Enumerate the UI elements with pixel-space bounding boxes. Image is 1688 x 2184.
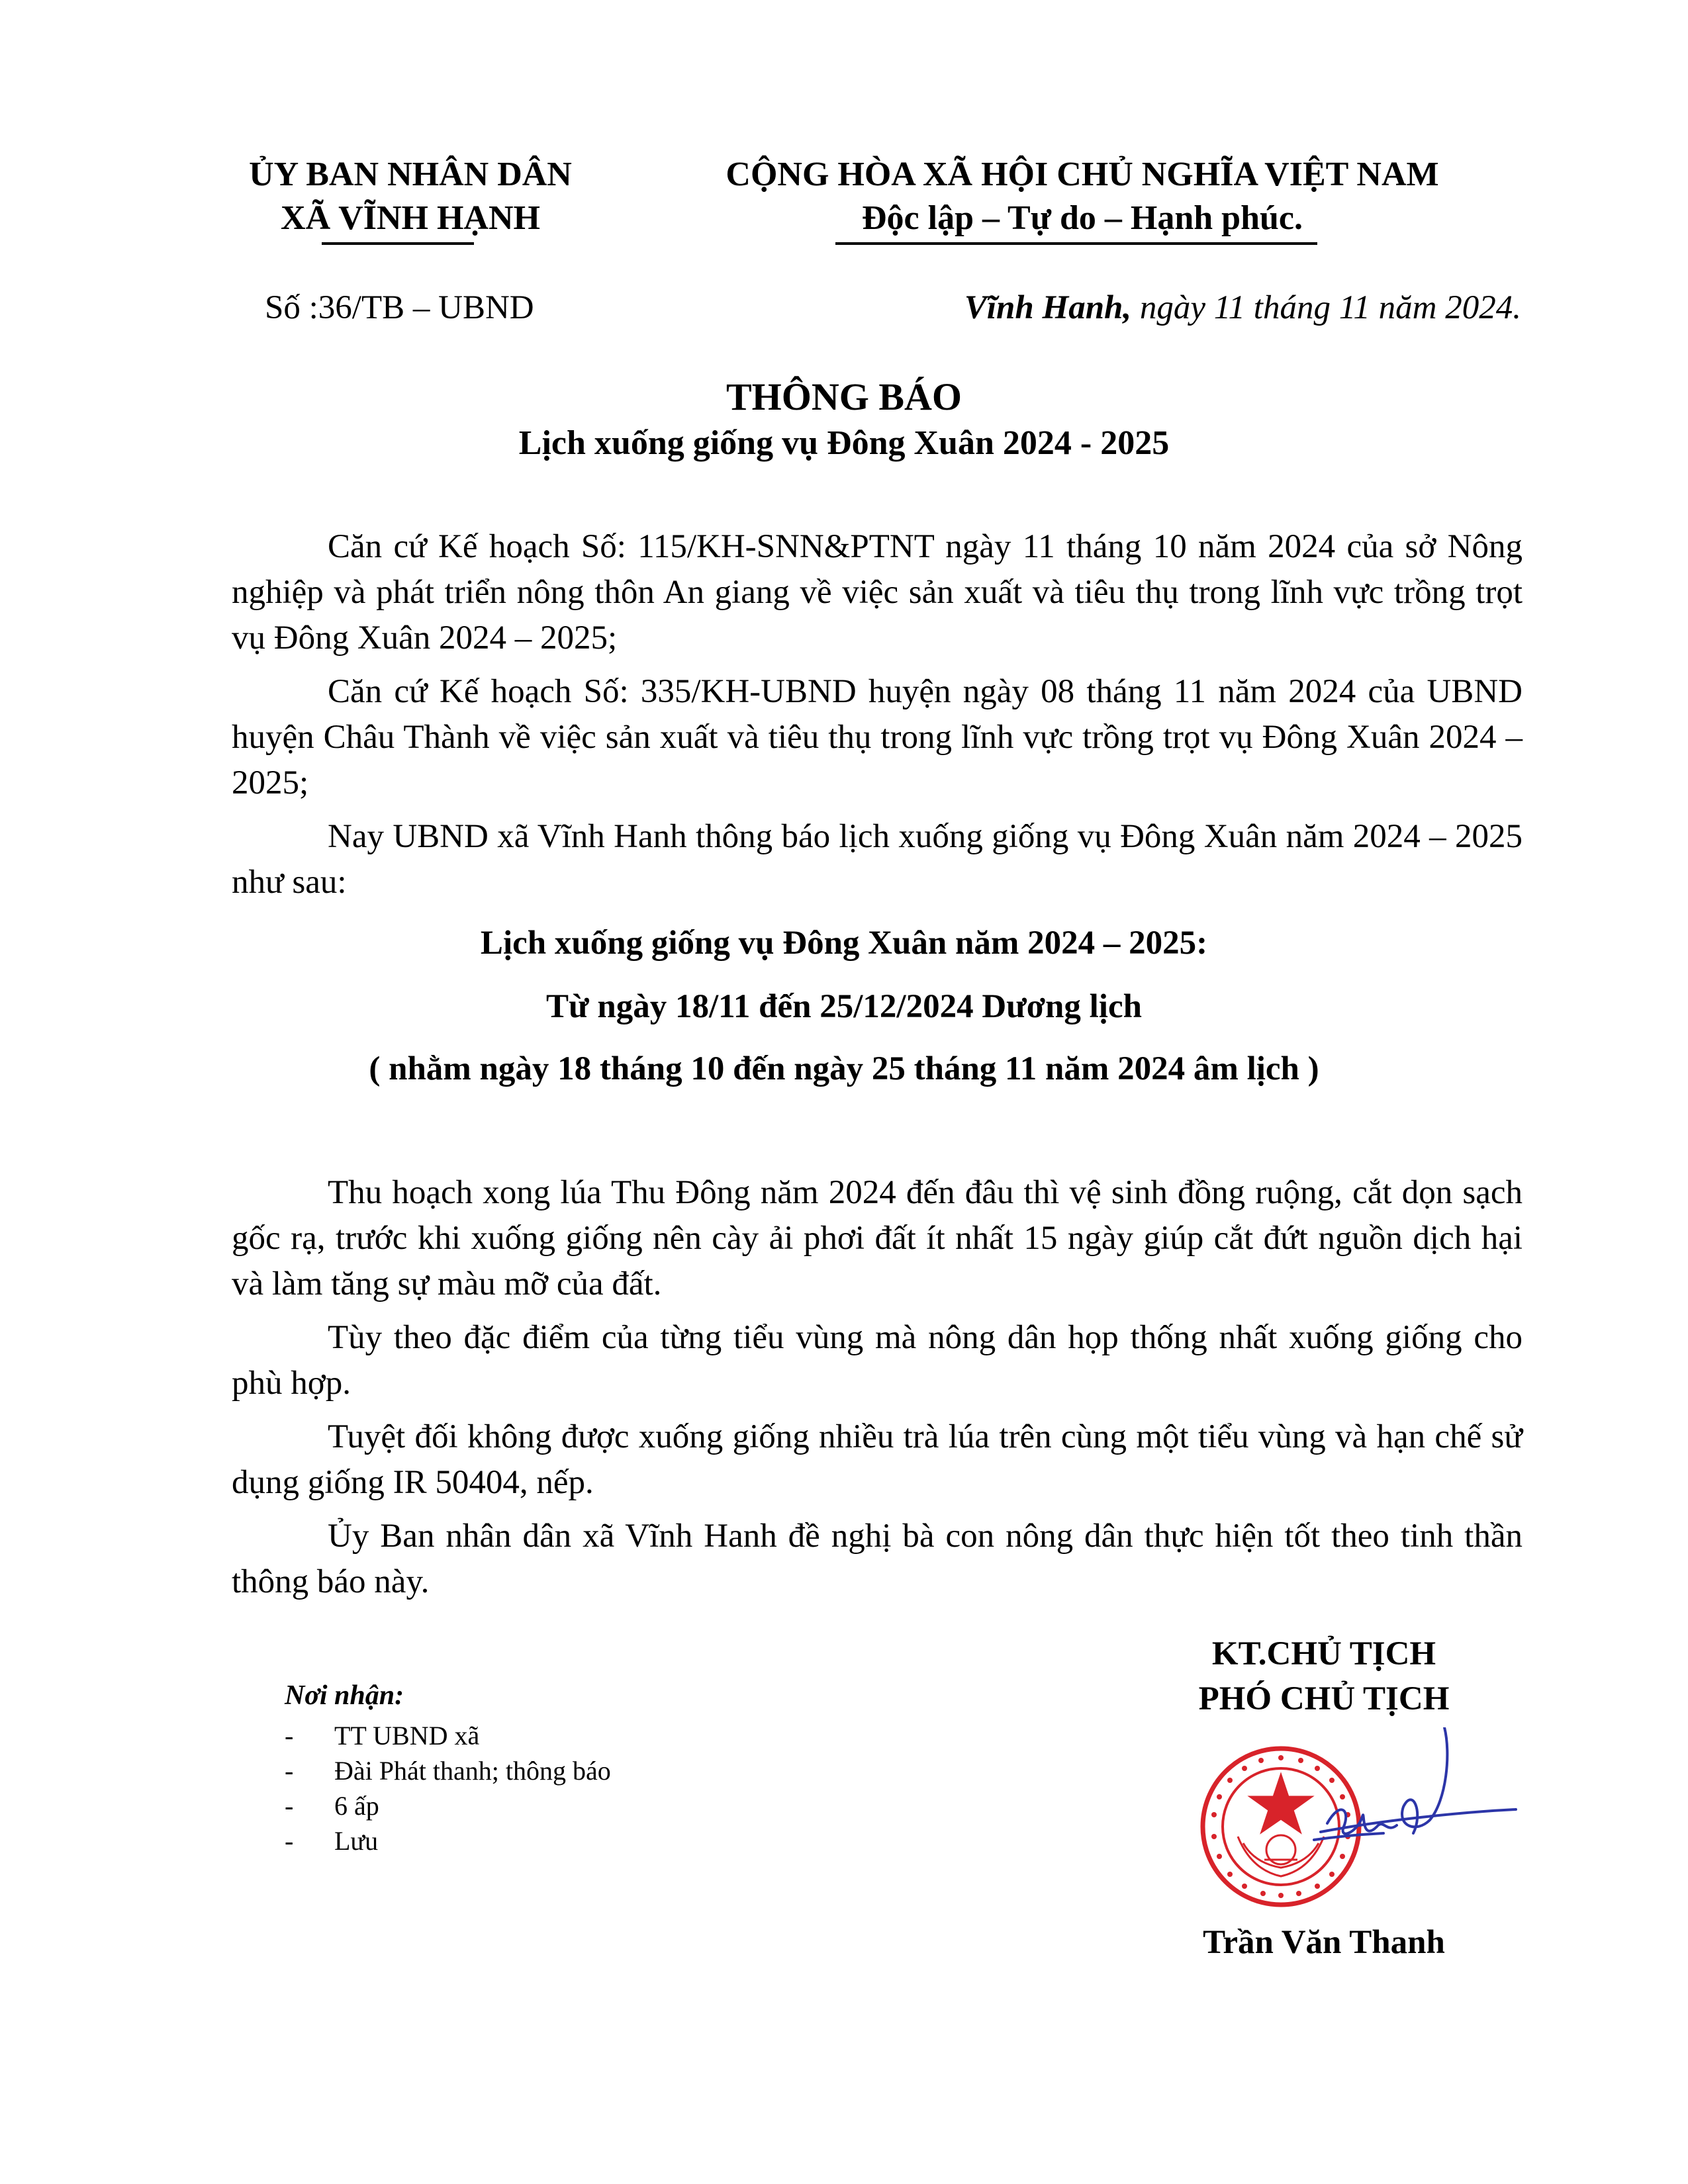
paragraph-request: Ủy Ban nhân dân xã Vĩnh Hanh đề nghị bà con nông dân thực hiện tốt theo tinh thần thông báo này. — [232, 1518, 1523, 1600]
place-date — [854, 289, 1521, 327]
signer-title: PHÓ CHỦ TỊCH — [1198, 1680, 1450, 1717]
document-subtitle: Lịch xuống giống vụ Đông Xuân 2024 - 2025 — [518, 424, 1170, 462]
recipient-bullet: - — [285, 1826, 294, 1856]
schedule-line-2: Từ ngày 18/11 đến 25/12/2024 Dương lịch — [546, 988, 1142, 1025]
signer-authority: KT.CHỦ TỊCH — [1211, 1635, 1436, 1672]
seal-and-signature — [1185, 1727, 1556, 1926]
paragraph-field-prep: Thu hoạch xong lúa Thu Đông năm 2024 đến đâu thì vệ sinh đồng ruộng, cắt dọn sạch gốc rạ, trước khi xuống giống nên cày ải phơi đất ít nhất 15 ngày giúp cắt đứt nguồn dịch hại và làm tăng sự màu mỡ của đất. — [232, 1174, 1523, 1302]
nation-motto: Độc lập – Tự do – Hạnh phúc. — [862, 199, 1303, 237]
intro-section — [232, 524, 1523, 905]
place-name: Vĩnh Hanh, — [964, 289, 1132, 326]
document-number: Số :36/TB – UBND — [265, 289, 534, 326]
schedule-line-3: ( nhằm ngày 18 tháng 10 đến ngày 25 tháng 11 năm 2024 âm lịch ) — [369, 1050, 1319, 1087]
recipient-bullet: - — [285, 1721, 294, 1751]
org-name-line2: XÃ VĨNH HẠNH — [281, 199, 540, 237]
paragraph-basis-1: Căn cứ Kế hoạch Số: 115/KH-SNN&PTNT ngày 11 tháng 10 năm 2024 của sở Nông nghiệp và phát triển nông thôn An giang về việc sản xuất và tiêu thụ trong lĩnh vực trồng trọt vụ Đông Xuân 2024 – 2025; — [232, 528, 1523, 657]
paragraph-basis-2: Căn cứ Kế hoạch Số: 335/KH-UBND huyện ngày 08 tháng 11 năm 2024 của UBND huyện Châu Thành về việc sản xuất và tiêu thụ trong lĩnh vực trồng trọt vụ Đông Xuân 2024 – 2025; — [232, 673, 1523, 801]
nation-name: CỘNG HÒA XÃ HỘI CHỦ NGHĨA VIỆT NAM — [726, 156, 1439, 193]
paragraph-restriction: Tuyệt đối không được xuống giống nhiều trà lúa trên cùng một tiểu vùng và hạn chế sử dụng giống IR 50404, nếp. — [232, 1418, 1523, 1501]
recipient-item: - TT UBND xã — [285, 1718, 611, 1753]
org-name-line1: ỦY BAN NHÂN DÂN — [249, 156, 572, 193]
paragraph-announcement: Nay UBND xã Vĩnh Hanh thông báo lịch xuống giống vụ Đông Xuân năm 2024 – 2025 như sau: — [232, 818, 1523, 901]
official-seal-icon — [1203, 1749, 1359, 1905]
paragraph-subregion: Tùy theo đặc điểm của từng tiểu vùng mà nông dân họp thống nhất xuống giống cho phù hợp. — [232, 1319, 1523, 1402]
recipients-block — [285, 1678, 611, 1858]
recipient-bullet: - — [285, 1791, 294, 1821]
signer-name: Trần Văn Thanh — [1203, 1924, 1445, 1961]
recipient-item: - Đài Phát thanh; thông báo — [285, 1753, 611, 1788]
document-title: THÔNG BÁO — [726, 375, 962, 418]
recipient-bullet: - — [285, 1756, 294, 1786]
guidance-section — [232, 1170, 1523, 1605]
recipients-heading: Nơi nhận: — [285, 1680, 404, 1711]
recipient-item: - 6 ấp — [285, 1788, 611, 1823]
org-name-underline — [322, 242, 474, 245]
schedule-line-1: Lịch xuống giống vụ Đông Xuân năm 2024 – 2025: — [480, 925, 1208, 962]
recipient-item: - Lưu — [285, 1823, 611, 1858]
nation-motto-underline — [835, 242, 1317, 245]
issue-date: ngày 11 tháng 11 năm 2024. — [1131, 289, 1521, 326]
